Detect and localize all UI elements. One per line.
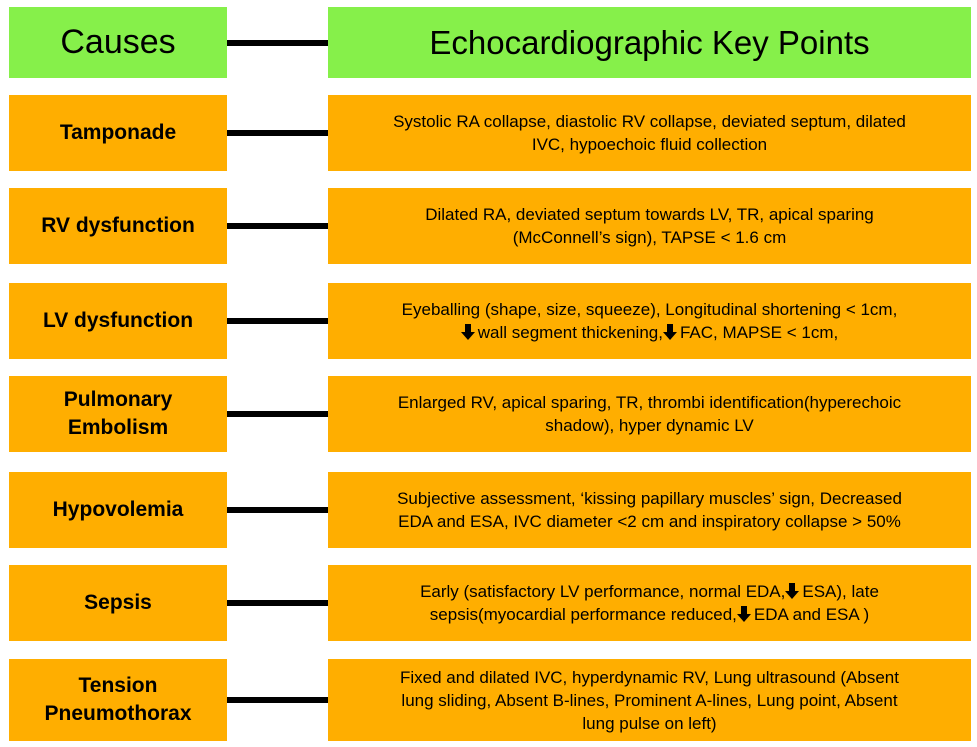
- cause-lv-dysfunction: [9, 283, 227, 359]
- cause-label-line: Pulmonary: [63, 388, 173, 411]
- key-points-tamponade: [328, 95, 971, 171]
- key-points-lv-dysfunction: [328, 283, 971, 359]
- cause-sepsis: [9, 565, 227, 641]
- cause-pulmonary-embolism: [9, 376, 227, 452]
- key-point-line: lung pulse on left): [582, 713, 717, 733]
- key-point-line: Subjective assessment, ‘kissing papillary muscles’ sign, Decreased: [397, 489, 902, 508]
- key-point-line: EDA and ESA, IVC diameter <2 cm and inspiratory collapse > 50%: [398, 512, 901, 531]
- row-connector: [227, 318, 328, 324]
- down-arrow-icon: [461, 324, 475, 340]
- cause-label-line: Pneumothorax: [44, 702, 192, 725]
- key-point-line: Fixed and dilated IVC, hyperdynamic RV, Lung ultrasound (Absent: [400, 667, 899, 687]
- key-points-header: [328, 7, 971, 78]
- row-connector: [227, 411, 328, 417]
- key-point-line: (McConnell’s sign), TAPSE < 1.6 cm: [512, 228, 787, 247]
- cause-label: LV dysfunction: [42, 309, 194, 332]
- key-point-text: ESA), late: [802, 582, 879, 601]
- key-points-tension-pneumothorax: [328, 659, 971, 741]
- key-point-text: wall segment thickening,: [477, 323, 663, 342]
- key-points-pulmonary-embolism: [328, 376, 971, 452]
- key-points-sepsis: [328, 565, 971, 641]
- causes-header-label: Causes: [60, 23, 176, 61]
- key-point-line: shadow), hyper dynamic LV: [545, 416, 754, 435]
- key-point-line: lung sliding, Absent B-lines, Prominent A-lines, Lung point, Absent: [401, 690, 898, 710]
- row-connector: [227, 697, 328, 703]
- cause-tamponade: [9, 95, 227, 171]
- row-connector: [227, 600, 328, 606]
- header-connector: [227, 40, 328, 46]
- key-point-line: IVC, hypoechoic fluid collection: [531, 135, 768, 154]
- row-connector: [227, 223, 328, 229]
- row-connector: [227, 507, 328, 513]
- key-points-hypovolemia: [328, 472, 971, 548]
- down-arrow-icon: [737, 606, 751, 622]
- cause-label-line: Tension: [78, 674, 158, 697]
- down-arrow-icon: [663, 324, 677, 340]
- causes-header: [9, 7, 227, 78]
- row-connector: [227, 130, 328, 136]
- cause-label: Sepsis: [84, 591, 152, 614]
- key-point-text: sepsis(myocardial performance reduced,: [429, 605, 737, 624]
- key-point-line: Eyeballing (shape, size, squeeze), Longitudinal shortening < 1cm,: [401, 300, 898, 319]
- key-point-text: EDA and ESA ): [753, 605, 870, 624]
- cause-label-line: Embolism: [67, 416, 169, 439]
- cause-label: Tamponade: [59, 121, 177, 144]
- cause-hypovolemia: [9, 472, 227, 548]
- cause-tension-pneumothorax: [9, 659, 227, 741]
- key-points-rv-dysfunction: [328, 188, 971, 264]
- key-point-line: Enlarged RV, apical sparing, TR, thrombi identification(hyperechoic: [397, 393, 902, 412]
- key-points-header-label: Echocardiographic Key Points: [429, 23, 870, 61]
- cause-rv-dysfunction: [9, 188, 227, 264]
- cause-label: Hypovolemia: [52, 498, 184, 521]
- cause-label: RV dysfunction: [41, 214, 195, 237]
- down-arrow-icon: [785, 583, 799, 599]
- key-point-text: Early (satisfactory LV performance, normal EDA,: [420, 582, 786, 601]
- key-point-line: Dilated RA, deviated septum towards LV, TR, apical sparing: [425, 205, 874, 224]
- key-point-text: FAC, MAPSE < 1cm,: [679, 323, 839, 342]
- key-point-line: Systolic RA collapse, diastolic RV collapse, deviated septum, dilated: [393, 112, 906, 131]
